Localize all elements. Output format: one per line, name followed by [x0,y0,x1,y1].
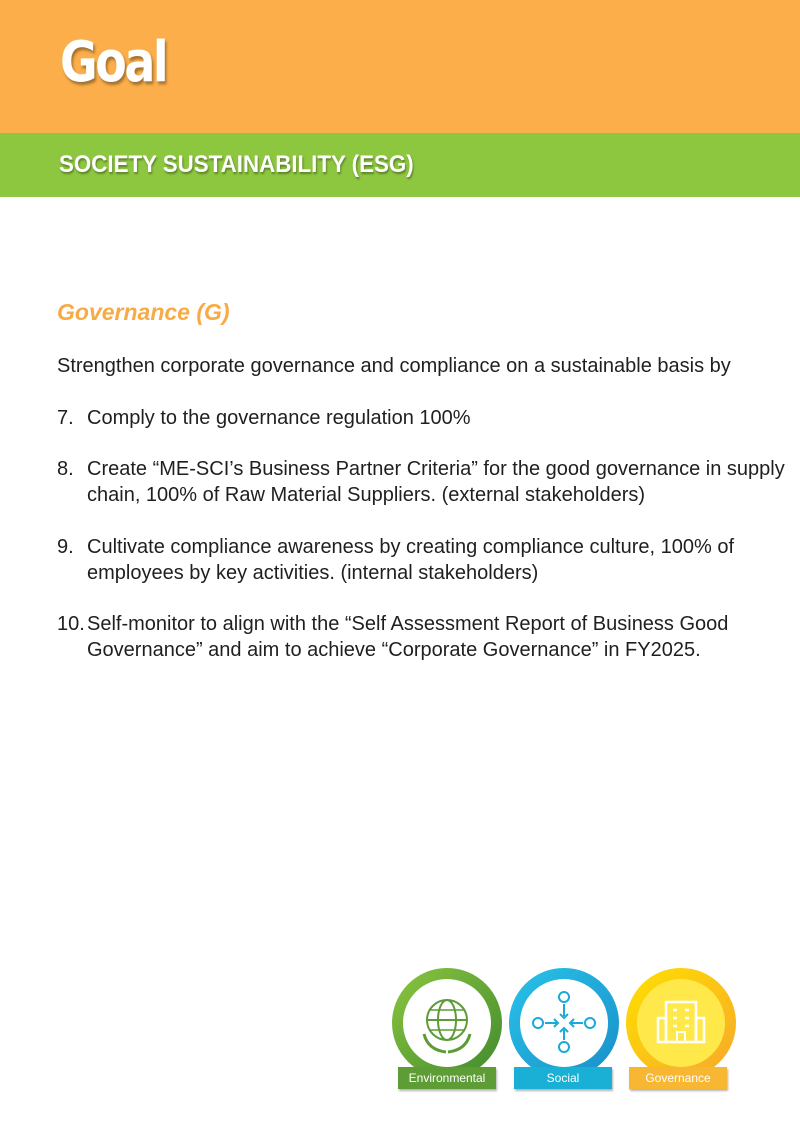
goal-number: 7. [57,407,74,429]
goal-number: 8. [57,458,74,480]
goal-item [57,456,787,508]
building-icon [626,968,736,1074]
people-network-icon [509,968,619,1074]
intro-text: Strengthen corporate governance and compliance on a sustainable basis by [57,355,731,377]
esg-circles [388,964,743,1074]
globe-leaves-icon [392,968,502,1074]
governance-label: Governance [629,1067,727,1089]
social-label: Social [514,1067,612,1089]
goal-text: Create “ME-SCI’s Business Partner Criteria” for the good governance in supply chain, 100% of Raw Material Suppliers. (external stakeholders) [87,458,785,506]
goal-text: Cultivate compliance awareness by creating compliance culture, 100% of employees by key activities. (internal stakeholders) [87,536,735,584]
goal-item [57,611,787,663]
goal-item [57,405,787,431]
section-subtitle: SOCIETY SUSTAINABILITY (ESG) [59,151,414,178]
goal-text: Self-monitor to align with the “Self Assessment Report of Business Good Governance” and aim to achieve “Corporate Governance” in FY2025. [87,613,729,661]
governance-heading: Governance (G) [57,299,230,325]
goal-number: 10. [57,613,85,635]
esg-logos [388,964,743,1092]
page-title: Goal [60,30,167,95]
goal-number: 9. [57,536,74,558]
goal-text: Comply to the governance regulation 100% [87,407,471,429]
goal-item [57,534,787,586]
environmental-label: Environmental [398,1067,496,1089]
